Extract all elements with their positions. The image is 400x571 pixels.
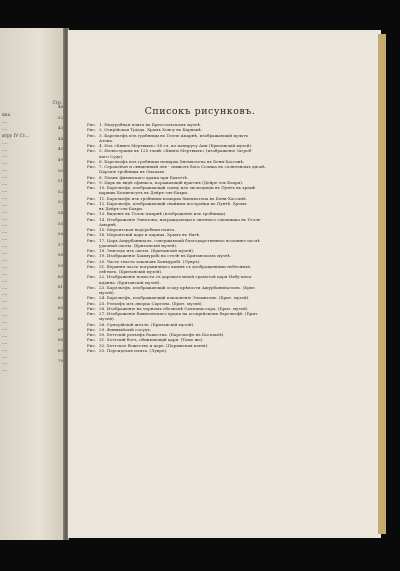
figure-label: Рис. [87,311,97,316]
figure-label: Рис. [87,284,97,290]
figure-caption: свѣтилъ. (Британскій музей). [99,269,163,274]
left-page-fragment: .... [2,367,8,373]
left-page-fragment: .... [2,325,8,331]
figure-caption: 32. Хеттское божество и царь. (Парижская копія). [99,342,209,348]
figure-label: Рис. [87,227,97,232]
figure-label: Рис. [87,326,97,332]
left-page-number: 68 [57,337,63,343]
figure-label: Рис. [87,132,97,138]
figure-label: Рис. [87,195,97,201]
figure-caption: 14. Изображеніе Эхнатона, награждающаго знатнаго сановника въ Телль- [99,216,262,222]
left-page-number: 48 [57,104,63,109]
figure-label: Рис. [87,274,97,280]
figure-caption: 22. Изображеніе помоста съ даровательной грамотой царя Набу-апла- [99,274,253,280]
left-page-fragment: .... [2,236,8,242]
left-page-number: 60 [57,273,63,279]
left-page-number: 53 [57,199,63,205]
left-page-fragment: .... [2,332,8,338]
left-page-fragment: .... [2,201,8,207]
left-page-number: 61 [57,284,63,290]
left-page-number: 51 [57,178,63,184]
figure-label: Рис. [87,347,97,353]
left-page-number: 62 [57,294,63,300]
figure-caption: 27. Изображеніе Вавилонскаго храма на ассирійскомъ барельефѣ. (Брит. [99,311,259,316]
figure-label: Рис. [87,216,97,222]
left-page-fragment: .... [2,160,8,166]
left-page-number: 67 [57,326,63,332]
left-page-fragment: .... [2,291,8,297]
left-page-fragment: итру IV Ст... [2,132,30,138]
left-page-number: 56 [57,231,63,237]
left-page-number: 57 [57,241,63,247]
figure-label: Рис. [87,305,97,311]
left-page-number: 49 [57,157,63,162]
figure-caption: 9. Царь въ видѣ сфинкса, поражающій враговъ (Дейръ-эль-Бахри). [99,179,244,185]
figure-label: Рис. [87,158,97,164]
figure-caption: 15. Мероитская надгробная плита. [99,227,176,232]
left-page-fragment: .... [2,174,8,180]
left-page-number: 65 [57,305,63,311]
figure-caption: 13. Виденіе въ Телль-Амарнѣ (изображеніе изъ гробницы). [99,211,227,217]
left-page-fragment: .... [2,153,8,159]
left-page-fragment: .... [2,118,8,124]
left-page-fragment: .... [2,250,8,255]
figure-caption: 11. Барельефъ изъ гробницы номарха Хнемхотепа въ Бени-Хассанѣ. [99,195,247,201]
figure-caption: музей). [99,316,115,322]
figure-label: Рис. [87,127,97,133]
left-page-number: 44 [57,135,63,141]
figure-list [87,122,357,353]
left-page-number: 43 [57,125,63,131]
figure-label: Рис. [87,200,97,206]
figure-caption: 5. Иллюстрація къ 125 главѣ «Книги Мертвыхъ» (изображеніе Загроб- [99,148,253,154]
left-page-fragment: .... [2,339,8,345]
left-page-fragment: .... [2,139,8,145]
figure-caption: иддина. (Британскій музей). [99,279,161,285]
left-page-fragment: .... [2,270,8,276]
figure-caption: Царскіе гробницы въ Опахахъ. [99,169,166,175]
figure-caption: 20. Часть текста законовъ Хаммурабі. (Лувръ). [99,258,201,264]
left-page-number: 70 [57,358,63,364]
figure-caption: 19. Изображеніе Хаммурабі на стелѣ въ Британскомъ музеѣ. [99,253,232,259]
figure-caption: 24. Барельефъ, изображающій поклоненіе Эламитовъ. (Брит. музей). [99,295,250,301]
figure-label: Рис. [87,179,97,185]
left-page-fragment: .... [2,215,8,221]
figure-caption: 18. Эпизодъ изъ охоты. (Британскій музей). [99,248,195,253]
figure-entry [87,348,357,353]
left-page-number: 69 [57,347,63,353]
figure-label: Рис. [87,332,97,337]
figure-caption: 6. Барельефъ изъ гробницы номарха Хнемхотепа въ Бени-Хассанѣ. [99,158,245,164]
left-page-number: 52 [57,188,63,194]
figure-label: Рис. [87,164,97,169]
left-page-fragment: .... [2,346,8,352]
figure-label: Рис. [87,258,97,264]
left-page-fragment: .... [2,277,8,283]
figure-caption: 23. Барельефъ, изображающій осаду крѣпости Ашурбанипаломъ. (Брит. [99,284,257,290]
left-page-fragment: .... [2,298,8,304]
left-page-fragment: .... [2,222,8,228]
left-page-number: 66 [57,316,63,321]
figure-label: Рис. [87,122,97,127]
figure-label: Рис. [87,300,97,306]
left-page-fragment: .... [2,263,8,269]
figure-caption: въ Дейръ-эль-Бахри. [99,206,144,211]
left-page-header: Стр. [52,100,62,105]
figure-label: Рис. [87,295,97,301]
figure-caption: музей). [99,290,115,295]
figure-caption: 25. Рельефъ изъ дворца Саргона. (Брит. музей). [99,300,203,306]
left-page-fragment: .... [2,319,8,324]
figure-label: Рис. [87,321,97,327]
figure-label: Рис. [87,337,97,343]
figure-label: Рис. [87,253,97,259]
figure-caption: 21. Верхняя часть пограничнаго камня съ изображеніями небесныхъ [99,263,251,269]
figure-caption: царицы Хатшепсутъ въ Дейръ-эль-Бахри. [99,190,189,196]
figure-label: Рис. [87,185,97,190]
figure-caption: 8. Планъ фиванскаго храма при Бахеттѣ. [99,174,189,180]
figure-caption: 2. Осирійская Тріада. Храмъ Хонсу въ Карнакѣ. [99,127,203,133]
left-page-number: 59 [57,263,63,268]
left-page-fragment: .... [2,229,8,235]
figure-caption: удачной охоты. (Британскій музей). [99,242,178,248]
figure-label: Рис. [87,148,97,154]
left-page-fragment: .... [2,256,8,262]
left-page-fragment: .... [2,208,8,214]
left-page-fragment: .... [2,194,8,200]
left-page-fragment: .... [2,353,8,359]
left-page-number: 45 [57,146,63,152]
figure-caption: 31. Хеттскій богъ, обнимающій царя. (Тамъ же). [99,337,204,343]
left-page-number: 54 [57,210,63,215]
figure-caption: Амарнѣ. [99,221,117,227]
left-page-fragment: .... [2,360,8,366]
figure-caption: 3. Барельефъ изъ гробницы въ Телль-Амарнѣ, изображающій культъ [99,132,249,138]
left-page-fragment: .... [2,187,8,193]
left-page-fragment: .... [2,243,8,249]
left-page-fragment: .... [2,312,8,318]
figure-label: Рис. [87,232,97,238]
left-page-fragment: .... [2,284,8,290]
figure-caption: 4. Изъ «Книги Мертвыхъ» 58 гл. по папирусу Ани (Британскій музей). [99,143,253,148]
figure-caption: 29. Финикійскій сосудъ. [99,326,152,332]
figure-caption: 17. Царь Ашурбанипалъ, совершающій благодарственное возліяніе послѣ [99,237,260,243]
figure-caption: 28. Сумерійскій жезлъ. (Британскій музей). [99,321,195,327]
figure-label: Рис. [87,143,97,148]
left-page-fragment: .... [2,167,8,173]
figure-label: Рис. [87,237,97,243]
figure-caption: 26. Изображеніе на черномъ обелискѣ Салманассара. (Брит. музей). [99,305,249,311]
left-page-number: 52 [57,114,63,120]
page-title: Списокъ рисунковъ. [144,106,256,117]
figure-caption: 16. Мероитскій царь и царица. Храмъ въ Нагѣ. [99,232,201,238]
left-page [0,28,66,540]
figure-caption: 12. Барельефъ, изображающій свайныя постройки въ Пунтѣ. Храмъ [99,200,247,206]
left-page-number: 50 [57,167,63,173]
figure-caption: 33. Персидская плита. (Лувръ). [99,347,168,353]
figure-label: Рис. [87,211,97,217]
figure-caption: 10. Барельефъ, изображающій сцену изъ экспедиціи въ Пунтъ въ храмѣ [99,185,256,190]
figure-caption: 30. Хеттскій рельефъ божества. (Барельефъ въ Богазкеѣ). [99,332,225,337]
left-page-fragment: .... [2,125,8,131]
figure-caption: наго Суда). [99,153,124,159]
figure-label: Рис. [87,263,97,269]
left-page-fragment: .... [2,181,8,186]
figure-caption: 7. Серапейон и священный лев - символъ бога Солнца въ солнечномъ дискѣ. [99,164,266,169]
figure-label: Рис. [87,342,97,348]
left-page-fragment: ипа [2,112,11,117]
left-page-number: 58 [57,252,63,258]
figure-caption: Атона. [99,137,114,143]
figure-label: Рис. [87,248,97,253]
left-page-fragment: .... [2,146,8,152]
figure-caption: 1. Надгробная плита въ Брюссельскомъ музеѣ. [99,122,202,127]
left-page-number: 55 [57,220,63,226]
left-page-fragment: .... [2,305,8,311]
figure-label: Рис. [87,174,97,180]
